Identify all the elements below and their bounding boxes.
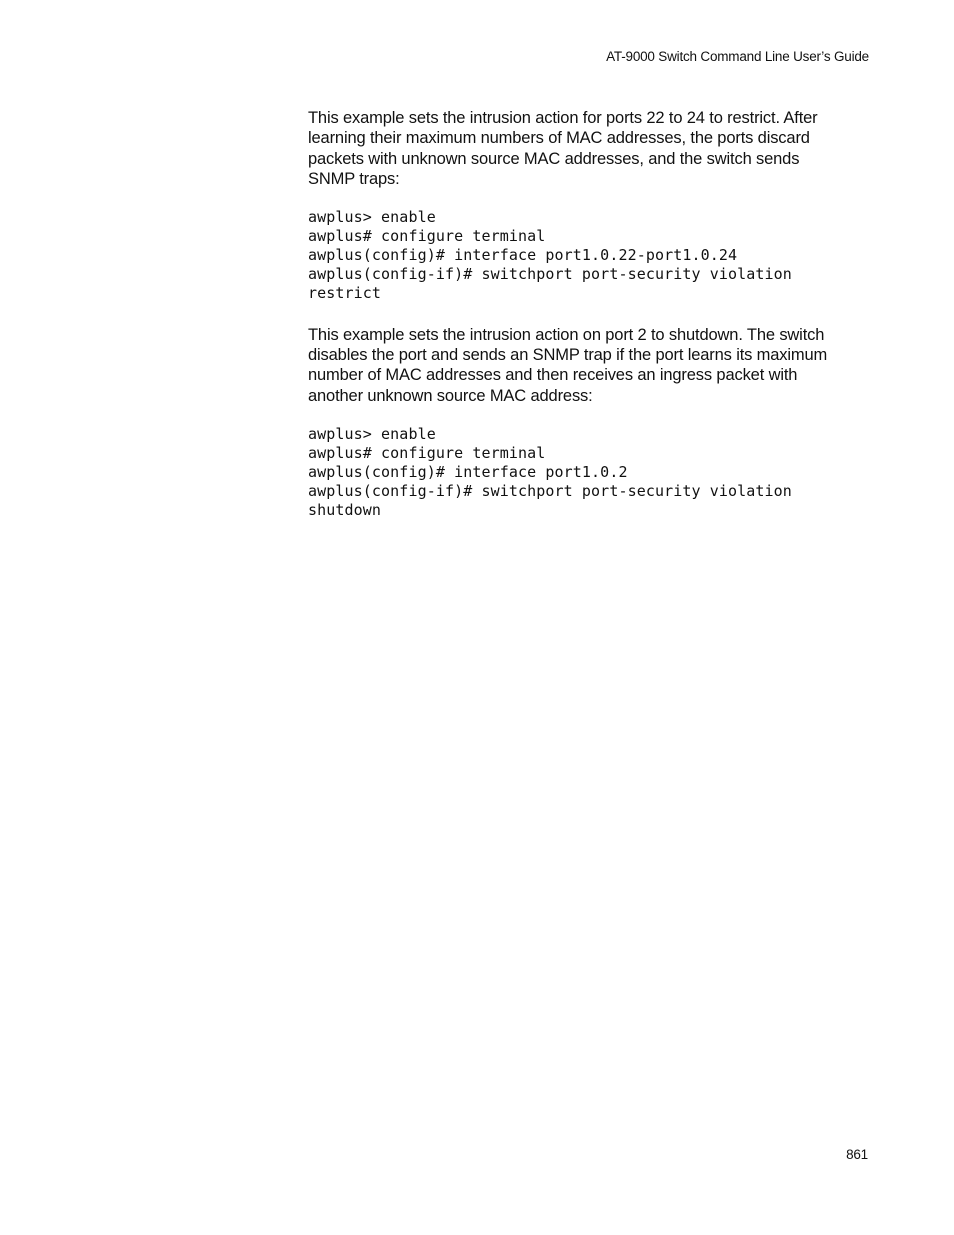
code-line: restrict xyxy=(308,283,382,302)
paragraph-line: SNMP traps: xyxy=(308,169,400,188)
code-line: awplus(config)# interface port1.0.22-port1.0.24 xyxy=(308,246,738,264)
running-header: AT-9000 Switch Command Line User’s Guide xyxy=(606,49,869,64)
example-paragraph-shutdown xyxy=(308,325,868,406)
code-line: awplus> enable xyxy=(308,208,436,227)
paragraph-line: This example sets the intrusion action on port 2 to shutdown. The switch xyxy=(308,325,825,344)
page-number: 861 xyxy=(846,1147,868,1162)
code-line: shutdown xyxy=(308,500,382,519)
code-line: awplus# configure terminal xyxy=(308,227,546,246)
page-content xyxy=(308,108,868,541)
paragraph-line: packets with unknown source MAC addresses, and the switch sends xyxy=(308,149,800,168)
paragraph-line: disables the port and sends an SNMP trap if the port learns its maximum xyxy=(308,346,828,365)
code-line: awplus> enable xyxy=(308,424,436,443)
code-line: awplus# configure terminal xyxy=(308,443,546,462)
code-block-restrict xyxy=(308,208,868,303)
code-line: awplus(config)# interface port1.0.2 xyxy=(308,462,628,481)
code-line: awplus(config-if)# switchport port-security violation xyxy=(308,481,792,500)
paragraph-line: another unknown source MAC address: xyxy=(308,386,593,405)
code-block-shutdown xyxy=(308,425,868,520)
paragraph-line: learning their maximum numbers of MAC addresses, the ports discard xyxy=(308,129,810,148)
paragraph-line: number of MAC addresses and then receives an ingress packet with xyxy=(308,366,798,385)
example-paragraph-restrict xyxy=(308,108,868,189)
code-line: awplus(config-if)# switchport port-security violation xyxy=(308,264,792,283)
paragraph-line: This example sets the intrusion action for ports 22 to 24 to restrict. After xyxy=(308,109,818,127)
